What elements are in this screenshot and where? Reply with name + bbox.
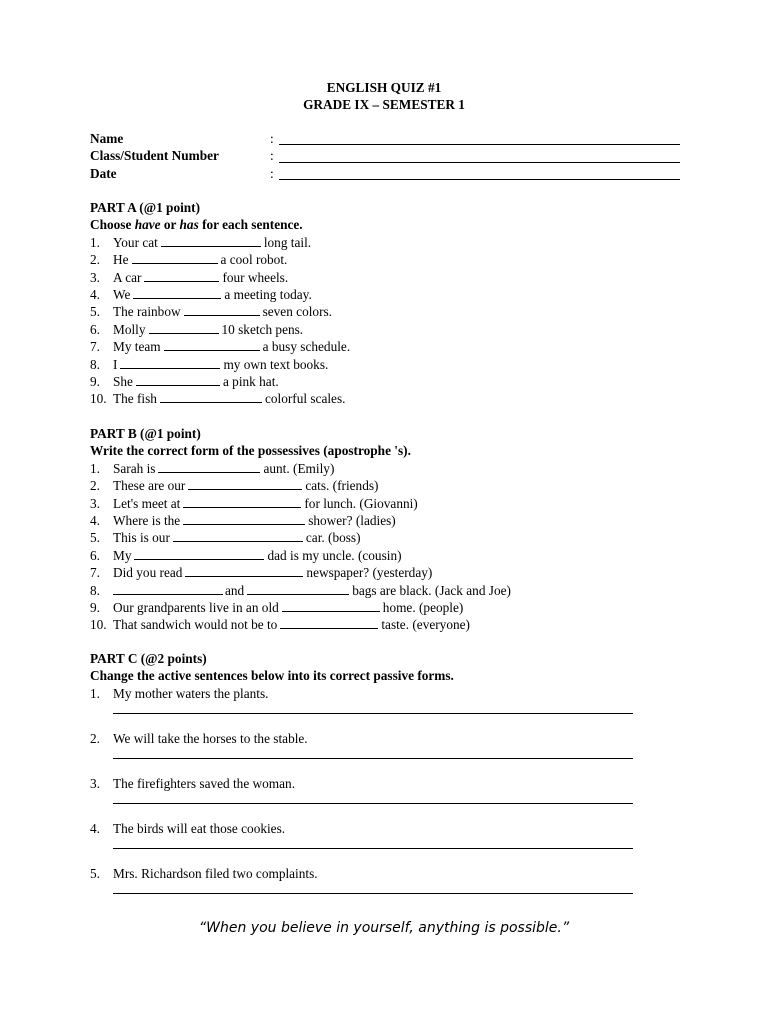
question-text: for lunch. (Giovanni)	[304, 495, 418, 511]
question-text: I	[113, 356, 118, 372]
instruction-text: Choose	[90, 217, 135, 233]
instruction-word-have: have	[134, 217, 161, 233]
answer-blank[interactable]	[164, 338, 260, 351]
class-student-number-label: Class/Student Number	[90, 148, 219, 164]
question-text: Our grandparents live in an old	[113, 600, 279, 616]
part-c	[90, 650, 690, 910]
question-text: Your cat	[113, 234, 158, 250]
answer-blank[interactable]	[120, 356, 220, 369]
answer-line[interactable]	[113, 702, 633, 714]
question-item	[90, 303, 690, 320]
question-number: 4.	[90, 287, 100, 303]
question-text: She	[113, 374, 133, 390]
question-item	[90, 730, 690, 775]
question-text: Sarah is	[113, 460, 156, 476]
answer-blank[interactable]	[282, 599, 380, 612]
answer-blank[interactable]	[280, 616, 378, 629]
part-b-instruction: Write the correct form of the possessives (apostrophe 's).	[90, 443, 411, 459]
question-text: Let's meet at	[113, 495, 181, 511]
name-field-row	[90, 130, 680, 147]
question-number: 6.	[90, 547, 100, 563]
question-text: home. (people)	[382, 600, 464, 616]
question-text: Where is the	[113, 513, 181, 529]
answer-blank[interactable]	[134, 547, 264, 560]
question-number: 2.	[90, 730, 100, 746]
instruction-text: for each sentence.	[198, 217, 303, 233]
question-item	[90, 460, 690, 477]
name-label: Name	[90, 130, 124, 146]
question-item	[90, 775, 690, 820]
instruction-text: or	[160, 217, 180, 233]
quiz-title: ENGLISH QUIZ #1	[326, 80, 442, 95]
question-text: a meeting today.	[224, 287, 312, 303]
part-b-title: PART B (@1 point)	[90, 426, 201, 441]
question-text: car. (boss)	[305, 530, 361, 546]
question-item	[90, 477, 690, 494]
answer-blank[interactable]	[144, 269, 219, 282]
question-text: Mrs. Richardson filed two complaints.	[113, 865, 318, 881]
question-number: 10.	[90, 617, 107, 633]
part-c-instruction: Change the active sentences below into its correct passive forms.	[90, 668, 454, 684]
question-item	[90, 373, 690, 390]
question-number: 10.	[90, 391, 107, 407]
question-item	[90, 338, 690, 355]
question-number: 2.	[90, 252, 100, 268]
question-text: My mother waters the plants.	[113, 685, 269, 701]
question-text: dad is my uncle. (cousin)	[267, 547, 402, 563]
question-item	[90, 286, 690, 303]
question-number: 3.	[90, 775, 100, 791]
question-item	[90, 547, 690, 564]
question-number: 8.	[90, 356, 100, 372]
date-field[interactable]	[279, 166, 680, 180]
question-text: That sandwich would not be to	[113, 617, 278, 633]
answer-line[interactable]	[113, 882, 633, 894]
answer-blank[interactable]	[160, 390, 262, 403]
question-item	[90, 390, 690, 407]
question-text: shower? (ladies)	[308, 513, 396, 529]
question-text: The birds will eat those cookies.	[113, 820, 286, 836]
class-colon: :	[270, 148, 274, 164]
answer-blank[interactable]	[188, 477, 302, 490]
answer-line[interactable]	[113, 747, 633, 759]
question-text: four wheels.	[222, 269, 289, 285]
question-text: He	[113, 252, 129, 268]
student-info	[90, 130, 680, 182]
question-item	[90, 616, 690, 633]
question-text: The firefighters saved the woman.	[113, 775, 296, 791]
question-item	[90, 599, 690, 616]
answer-line[interactable]	[113, 837, 633, 849]
answer-blank[interactable]	[136, 373, 220, 386]
question-text: a pink hat.	[222, 374, 279, 390]
question-item	[90, 529, 690, 546]
quiz-subtitle: GRADE IX – SEMESTER 1	[303, 97, 465, 113]
question-text: Molly	[113, 321, 146, 337]
question-number: 1.	[90, 685, 100, 701]
question-text: and	[225, 582, 245, 598]
name-colon: :	[270, 130, 274, 146]
question-number: 1.	[90, 460, 100, 476]
answer-blank[interactable]	[183, 512, 305, 525]
question-text: cats. (friends)	[305, 478, 379, 494]
question-item	[90, 495, 690, 512]
question-number: 8.	[90, 582, 100, 598]
answer-blank[interactable]	[173, 529, 303, 542]
question-item	[90, 269, 690, 286]
question-text: 10 sketch pens.	[221, 321, 304, 337]
question-text: a cool robot.	[220, 252, 288, 268]
question-number: 5.	[90, 304, 100, 320]
question-number: 6.	[90, 321, 100, 337]
question-number: 5.	[90, 865, 100, 881]
question-text: We will take the horses to the stable.	[113, 730, 308, 746]
question-number: 9.	[90, 374, 100, 390]
question-text: A car	[113, 269, 142, 285]
motivational-quote: “When you believe in yourself, anything is possible.”	[198, 920, 570, 936]
question-number: 9.	[90, 600, 100, 616]
question-number: 5.	[90, 530, 100, 546]
question-text: long tail.	[263, 234, 312, 250]
answer-blank[interactable]	[113, 582, 223, 595]
question-item	[90, 564, 690, 581]
question-text: aunt. (Emily)	[263, 460, 335, 476]
question-text: The rainbow	[113, 304, 181, 320]
class-field-row	[90, 147, 680, 164]
question-number: 2.	[90, 478, 100, 494]
question-item	[90, 582, 690, 599]
question-text: newspaper? (yesterday)	[306, 565, 433, 581]
answer-blank[interactable]	[133, 286, 221, 299]
question-text: a busy schedule.	[262, 339, 351, 355]
answer-blank[interactable]	[183, 495, 301, 508]
part-a-instruction	[90, 216, 690, 233]
quiz-header	[0, 79, 768, 114]
part-b	[90, 425, 690, 634]
name-field[interactable]	[279, 131, 680, 145]
question-number: 7.	[90, 565, 100, 581]
question-item	[90, 685, 690, 730]
answer-blank[interactable]	[158, 460, 260, 473]
date-field-row	[90, 165, 680, 182]
answer-blank[interactable]	[161, 234, 261, 247]
question-number: 1.	[90, 234, 100, 250]
part-a	[90, 199, 690, 408]
class-student-number-field[interactable]	[279, 149, 680, 163]
answer-blank[interactable]	[185, 564, 303, 577]
answer-blank[interactable]	[184, 303, 260, 316]
question-number: 4.	[90, 513, 100, 529]
question-text: This is our	[113, 530, 170, 546]
date-label: Date	[90, 165, 117, 181]
answer-blank[interactable]	[247, 582, 349, 595]
question-item	[90, 356, 690, 373]
date-colon: :	[270, 165, 274, 181]
question-text: My team	[113, 339, 161, 355]
question-text: my own text books.	[223, 356, 329, 372]
answer-blank[interactable]	[149, 321, 219, 334]
question-number: 7.	[90, 339, 100, 355]
question-text: bags are black. (Jack and Joe)	[352, 582, 511, 598]
question-text: seven colors.	[262, 304, 332, 320]
question-text: colorful scales.	[264, 391, 346, 407]
question-text: Did you read	[113, 565, 183, 581]
question-number: 3.	[90, 495, 100, 511]
answer-line[interactable]	[113, 792, 633, 804]
question-text: We	[113, 287, 131, 303]
question-text: taste. (everyone)	[381, 617, 470, 633]
question-item	[90, 321, 690, 338]
part-c-title: PART C (@2 points)	[90, 651, 207, 666]
question-item	[90, 820, 690, 865]
question-number: 3.	[90, 269, 100, 285]
question-text: The fish	[113, 391, 157, 407]
instruction-word-has: has	[179, 217, 199, 233]
part-a-title: PART A (@1 point)	[90, 200, 201, 215]
question-item	[90, 234, 690, 251]
question-text: These are our	[113, 478, 186, 494]
question-item	[90, 512, 690, 529]
question-number: 4.	[90, 820, 100, 836]
answer-blank[interactable]	[132, 251, 218, 264]
question-item	[90, 865, 690, 910]
question-item	[90, 251, 690, 268]
question-text: My	[113, 547, 132, 563]
